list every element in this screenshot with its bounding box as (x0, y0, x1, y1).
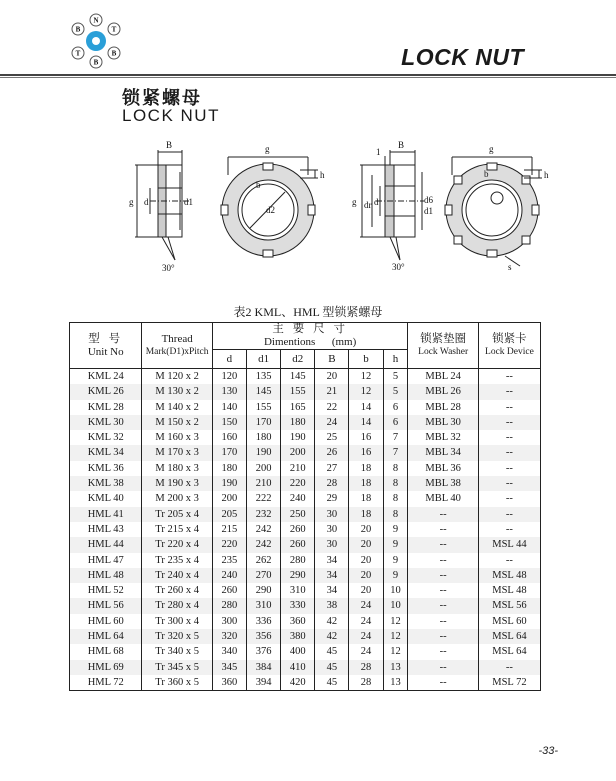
table-cell: -- (478, 553, 540, 568)
table-cell: 8 (383, 491, 408, 506)
table-cell: 20 (349, 553, 383, 568)
table-cell: 135 (246, 369, 280, 385)
label-d1: d1 (184, 197, 193, 207)
table-cell: 8 (383, 461, 408, 476)
table-cell: HML 72 (70, 675, 142, 691)
table-cell: 235 (212, 553, 246, 568)
table-cell: HML 44 (70, 537, 142, 552)
table-cell: HML 68 (70, 644, 142, 659)
table-row (70, 430, 541, 445)
table-cell: 165 (281, 400, 315, 415)
table-cell: 16 (349, 430, 383, 445)
table-cell: 12 (349, 384, 383, 399)
table-cell: 145 (246, 384, 280, 399)
table-cell: 18 (349, 491, 383, 506)
table-cell: MBL 26 (408, 384, 478, 399)
table-cell: HML 60 (70, 614, 142, 629)
kml-front-view (221, 144, 325, 257)
table-cell: MBL 34 (408, 445, 478, 460)
table-cell: 280 (212, 598, 246, 613)
table-cell: 5 (383, 369, 408, 385)
table-cell: 34 (315, 583, 349, 598)
table-cell: 220 (212, 537, 246, 552)
table-row (70, 568, 541, 583)
table-cell: -- (408, 675, 478, 691)
table-cell: Tr 215 x 4 (142, 522, 212, 537)
label-g: g (489, 144, 494, 154)
header-d: d (212, 350, 246, 369)
table-cell: 380 (281, 629, 315, 644)
table-cell: 13 (383, 660, 408, 675)
table-cell: 242 (246, 522, 280, 537)
table-cell: -- (408, 644, 478, 659)
table-cell: 18 (349, 507, 383, 522)
table-cell: MSL 72 (478, 675, 540, 691)
table-cell: 13 (383, 675, 408, 691)
table-cell: Tr 260 x 4 (142, 583, 212, 598)
table-cell: M 150 x 2 (142, 415, 212, 430)
table-cell: 30 (315, 522, 349, 537)
table-cell: -- (408, 614, 478, 629)
header-B: B (315, 350, 349, 369)
label-d1: d1 (424, 206, 433, 216)
header-dims-unit: (mm) (331, 336, 357, 348)
table-cell: 12 (383, 614, 408, 629)
table-cell: HML 64 (70, 629, 142, 644)
header-model (70, 323, 142, 369)
table-cell: 270 (246, 568, 280, 583)
table-cell: 6 (383, 400, 408, 415)
table-cell: 24 (349, 644, 383, 659)
table-row (70, 583, 541, 598)
table-row (70, 644, 541, 659)
table-cell: Tr 240 x 4 (142, 568, 212, 583)
logo-letter: N (93, 16, 99, 25)
label-d2: d2 (266, 205, 275, 215)
table-cell: 394 (246, 675, 280, 691)
table-cell: 12 (349, 369, 383, 385)
label-g: g (265, 144, 270, 154)
logo-letter: T (75, 49, 81, 58)
table-cell: -- (408, 568, 478, 583)
table-cell: HML 48 (70, 568, 142, 583)
table-cell: 242 (246, 537, 280, 552)
label-d6: d6 (424, 195, 433, 205)
table-cell: 27 (315, 461, 349, 476)
table-row (70, 415, 541, 430)
table-cell: KML 32 (70, 430, 142, 445)
table-cell: 22 (315, 400, 349, 415)
table-cell: Tr 340 x 5 (142, 644, 212, 659)
header-dims-cn: 主 要 尺 寸 (272, 323, 348, 335)
table-caption: 表2 KML、HML 型锁紧螺母 (233, 305, 383, 319)
table-cell: 38 (315, 598, 349, 613)
table-cell: -- (408, 553, 478, 568)
table-cell: 9 (383, 522, 408, 537)
table-cell: 262 (246, 553, 280, 568)
table-cell: HML 52 (70, 583, 142, 598)
table-cell: 24 (315, 415, 349, 430)
table-cell: 260 (281, 522, 315, 537)
table-cell: -- (478, 660, 540, 675)
table-row (70, 461, 541, 476)
table-row (70, 476, 541, 491)
table-cell: MBL 40 (408, 491, 478, 506)
table-cell: -- (478, 461, 540, 476)
table-cell: -- (408, 583, 478, 598)
table-cell: MSL 44 (478, 537, 540, 552)
table-cell: 45 (315, 644, 349, 659)
table-cell: 290 (281, 568, 315, 583)
table-cell: M 160 x 3 (142, 430, 212, 445)
header-h: h (383, 350, 408, 369)
label-b-small: b (256, 180, 261, 190)
table-row (70, 553, 541, 568)
table-cell: HML 69 (70, 660, 142, 675)
table-cell: 12 (383, 644, 408, 659)
table-cell: 420 (281, 675, 315, 691)
table-cell: 34 (315, 568, 349, 583)
table-cell: 170 (212, 445, 246, 460)
table-cell: MSL 56 (478, 598, 540, 613)
table-cell: -- (478, 476, 540, 491)
brand-logo (66, 12, 126, 70)
table-cell: 190 (281, 430, 315, 445)
table-cell: 356 (246, 629, 280, 644)
table-cell: 250 (281, 507, 315, 522)
table-cell: 10 (383, 583, 408, 598)
table-cell: 20 (315, 369, 349, 385)
table-cell: 232 (246, 507, 280, 522)
table-cell: 150 (212, 415, 246, 430)
table-cell: 24 (349, 629, 383, 644)
kml-side-view (129, 140, 193, 273)
table-cell: 400 (281, 644, 315, 659)
table-cell: HML 43 (70, 522, 142, 537)
table-cell: 45 (315, 675, 349, 691)
table-cell: 190 (246, 445, 280, 460)
table-cell: 8 (383, 507, 408, 522)
table-cell: KML 26 (70, 384, 142, 399)
table-cell: 220 (281, 476, 315, 491)
table-cell: 205 (212, 507, 246, 522)
label-d: d (144, 197, 149, 207)
logo-letter: B (75, 25, 81, 34)
table-cell: 330 (281, 598, 315, 613)
table-cell: MBL 38 (408, 476, 478, 491)
table-cell: MBL 36 (408, 461, 478, 476)
table-cell: 130 (212, 384, 246, 399)
table-cell: -- (478, 430, 540, 445)
table-cell: 29 (315, 491, 349, 506)
table-cell: KML 30 (70, 415, 142, 430)
table-cell: M 190 x 3 (142, 476, 212, 491)
hml-side-view (352, 140, 434, 272)
table-cell: 25 (315, 430, 349, 445)
table-cell: 5 (383, 384, 408, 399)
table-cell: 18 (349, 476, 383, 491)
table-cell: 310 (281, 583, 315, 598)
table-cell: 210 (246, 476, 280, 491)
table-cell: MSL 48 (478, 568, 540, 583)
table-cell: 10 (383, 598, 408, 613)
table-cell: 376 (246, 644, 280, 659)
table-cell: 260 (281, 537, 315, 552)
table-cell: 26 (315, 445, 349, 460)
table-cell: 18 (349, 461, 383, 476)
table-cell: MSL 48 (478, 583, 540, 598)
table-row (70, 614, 541, 629)
table-cell: 180 (246, 430, 280, 445)
table-cell: KML 34 (70, 445, 142, 460)
table-cell: Tr 360 x 5 (142, 675, 212, 691)
table-cell: KML 40 (70, 491, 142, 506)
table-cell: 170 (246, 415, 280, 430)
table-row (70, 445, 541, 460)
table-cell: 360 (212, 675, 246, 691)
table-cell: -- (478, 522, 540, 537)
table-row (70, 522, 541, 537)
label-s: s (508, 262, 512, 272)
section-title-cn: 锁紧螺母 (122, 88, 202, 108)
table-cell: 336 (246, 614, 280, 629)
table-cell: 410 (281, 660, 315, 675)
table-cell: KML 36 (70, 461, 142, 476)
table-row (70, 507, 541, 522)
table-row (70, 675, 541, 691)
table-cell: 6 (383, 415, 408, 430)
table-cell: Tr 320 x 5 (142, 629, 212, 644)
table-cell: 155 (246, 400, 280, 415)
table-cell: -- (408, 598, 478, 613)
table-cell: 155 (281, 384, 315, 399)
table-row (70, 660, 541, 675)
table-cell: 320 (212, 629, 246, 644)
label-B: B (166, 140, 173, 150)
table-cell: Tr 345 x 5 (142, 660, 212, 675)
table-cell: HML 56 (70, 598, 142, 613)
header-d2: d2 (281, 350, 315, 369)
table-cell: 9 (383, 537, 408, 552)
header-device-cn: 锁紧卡 (492, 332, 527, 345)
table-cell: 200 (246, 461, 280, 476)
label-d: d (374, 197, 379, 207)
table-cell: 42 (315, 629, 349, 644)
table-cell: 16 (349, 445, 383, 460)
table-cell: -- (408, 522, 478, 537)
hml-front-view (445, 144, 549, 272)
table-cell: 240 (281, 491, 315, 506)
table-cell: 34 (315, 553, 349, 568)
table-cell: KML 24 (70, 369, 142, 385)
table-cell: -- (478, 507, 540, 522)
table-cell: 9 (383, 553, 408, 568)
table-cell: -- (408, 507, 478, 522)
table-cell: M 180 x 3 (142, 461, 212, 476)
table-cell: Tr 220 x 4 (142, 537, 212, 552)
table-cell: MSL 64 (478, 629, 540, 644)
logo-letter: T (111, 25, 117, 34)
table-cell: -- (478, 369, 540, 385)
table-cell: 240 (212, 568, 246, 583)
section-title-en: LOCK NUT (122, 106, 220, 125)
header-model-cn: 型 号 (88, 332, 124, 345)
table-cell: MBL 32 (408, 430, 478, 445)
table-cell: Tr 235 x 4 (142, 553, 212, 568)
table-cell: 20 (349, 583, 383, 598)
table-body (70, 369, 541, 691)
table-cell: 30 (315, 537, 349, 552)
table-cell: 180 (212, 461, 246, 476)
table-cell: 260 (212, 583, 246, 598)
header-device-en: Lock Device (485, 346, 534, 357)
table-cell: -- (478, 445, 540, 460)
table-row (70, 537, 541, 552)
table-cell: 210 (281, 461, 315, 476)
label-h: h (544, 170, 549, 180)
table-row (70, 598, 541, 613)
table-cell: 160 (212, 430, 246, 445)
table-cell: 45 (315, 660, 349, 675)
table-cell: 145 (281, 369, 315, 385)
table-cell: M 170 x 3 (142, 445, 212, 460)
table-row (70, 384, 541, 399)
header-b: b (349, 350, 383, 369)
table-cell: -- (408, 537, 478, 552)
table-cell: 300 (212, 614, 246, 629)
table-row (70, 629, 541, 644)
table-cell: 180 (281, 415, 315, 430)
table-cell: 20 (349, 537, 383, 552)
table-cell: 14 (349, 415, 383, 430)
table-row (70, 491, 541, 506)
table-cell: MSL 60 (478, 614, 540, 629)
table-cell: -- (478, 491, 540, 506)
table-cell: 30 (315, 507, 349, 522)
header-model-en: Unit No (87, 345, 124, 358)
table-cell: 140 (212, 400, 246, 415)
table-cell: -- (478, 415, 540, 430)
table-cell: 190 (212, 476, 246, 491)
table-cell: 200 (212, 491, 246, 506)
header-thread-sub: Mark(D1)xPitch (145, 346, 209, 357)
header-washer-en: Lock Washer (418, 346, 469, 357)
table-cell: 14 (349, 400, 383, 415)
label-B: B (398, 140, 405, 150)
table-cell: 21 (315, 384, 349, 399)
table-cell: 24 (349, 598, 383, 613)
label-g: g (129, 197, 134, 207)
table-cell: 280 (281, 553, 315, 568)
header-dimensions (212, 323, 408, 350)
label-angle: 30° (392, 262, 405, 272)
label-1: 1 (376, 147, 381, 157)
table-cell: 28 (315, 476, 349, 491)
technical-drawings (0, 130, 616, 280)
table-cell: -- (478, 384, 540, 399)
table-cell: -- (408, 629, 478, 644)
table-cell: 12 (383, 629, 408, 644)
header-dims-en: Dimentions (263, 336, 316, 348)
page-number: -33- (538, 745, 558, 757)
table-cell: 120 (212, 369, 246, 385)
table-cell: 340 (212, 644, 246, 659)
table-cell: MBL 30 (408, 415, 478, 430)
table-cell: 384 (246, 660, 280, 675)
table-cell: M 120 x 2 (142, 369, 212, 385)
table-cell: M 200 x 3 (142, 491, 212, 506)
table-cell: 222 (246, 491, 280, 506)
table-cell: 7 (383, 430, 408, 445)
table-cell: 9 (383, 568, 408, 583)
table-cell: M 130 x 2 (142, 384, 212, 399)
label-g: g (352, 197, 357, 207)
table-cell: 42 (315, 614, 349, 629)
spec-table (69, 322, 541, 691)
table-cell: 310 (246, 598, 280, 613)
table-cell: M 140 x 2 (142, 400, 212, 415)
table-cell: MSL 64 (478, 644, 540, 659)
table-cell: 28 (349, 660, 383, 675)
table-cell: -- (408, 660, 478, 675)
logo-letter: B (93, 58, 99, 67)
table-cell: 290 (246, 583, 280, 598)
header-thread-en: Thread (161, 332, 193, 345)
table-row (70, 369, 541, 385)
header-thread (142, 323, 212, 369)
header-washer (408, 323, 478, 369)
table-cell: Tr 280 x 4 (142, 598, 212, 613)
table-cell: MBL 28 (408, 400, 478, 415)
table-cell: 215 (212, 522, 246, 537)
table-cell: 345 (212, 660, 246, 675)
label-h: h (320, 170, 325, 180)
table-cell: HML 47 (70, 553, 142, 568)
header-divider (0, 74, 616, 76)
label-dr: dr (364, 200, 372, 210)
logo-letter: B (111, 49, 117, 58)
header-divider-thin (0, 77, 616, 78)
table-cell: 24 (349, 614, 383, 629)
table-cell: HML 41 (70, 507, 142, 522)
table-cell: Tr 205 x 4 (142, 507, 212, 522)
brand-title: LOCK NUT (401, 44, 524, 70)
table-cell: 20 (349, 522, 383, 537)
label-angle: 30° (162, 263, 175, 273)
table-row (70, 400, 541, 415)
header-d1: d1 (246, 350, 280, 369)
table-cell: Tr 300 x 4 (142, 614, 212, 629)
table-cell: -- (478, 400, 540, 415)
header-device (478, 323, 540, 369)
header-washer-cn: 锁紧垫圈 (420, 332, 467, 345)
table-cell: 200 (281, 445, 315, 460)
table-cell: 20 (349, 568, 383, 583)
table-cell: KML 38 (70, 476, 142, 491)
table-cell: 360 (281, 614, 315, 629)
label-b-small: b (484, 169, 489, 179)
table-cell: 28 (349, 675, 383, 691)
table-cell: MBL 24 (408, 369, 478, 385)
table-cell: 7 (383, 445, 408, 460)
table-cell: 8 (383, 476, 408, 491)
table-cell: KML 28 (70, 400, 142, 415)
